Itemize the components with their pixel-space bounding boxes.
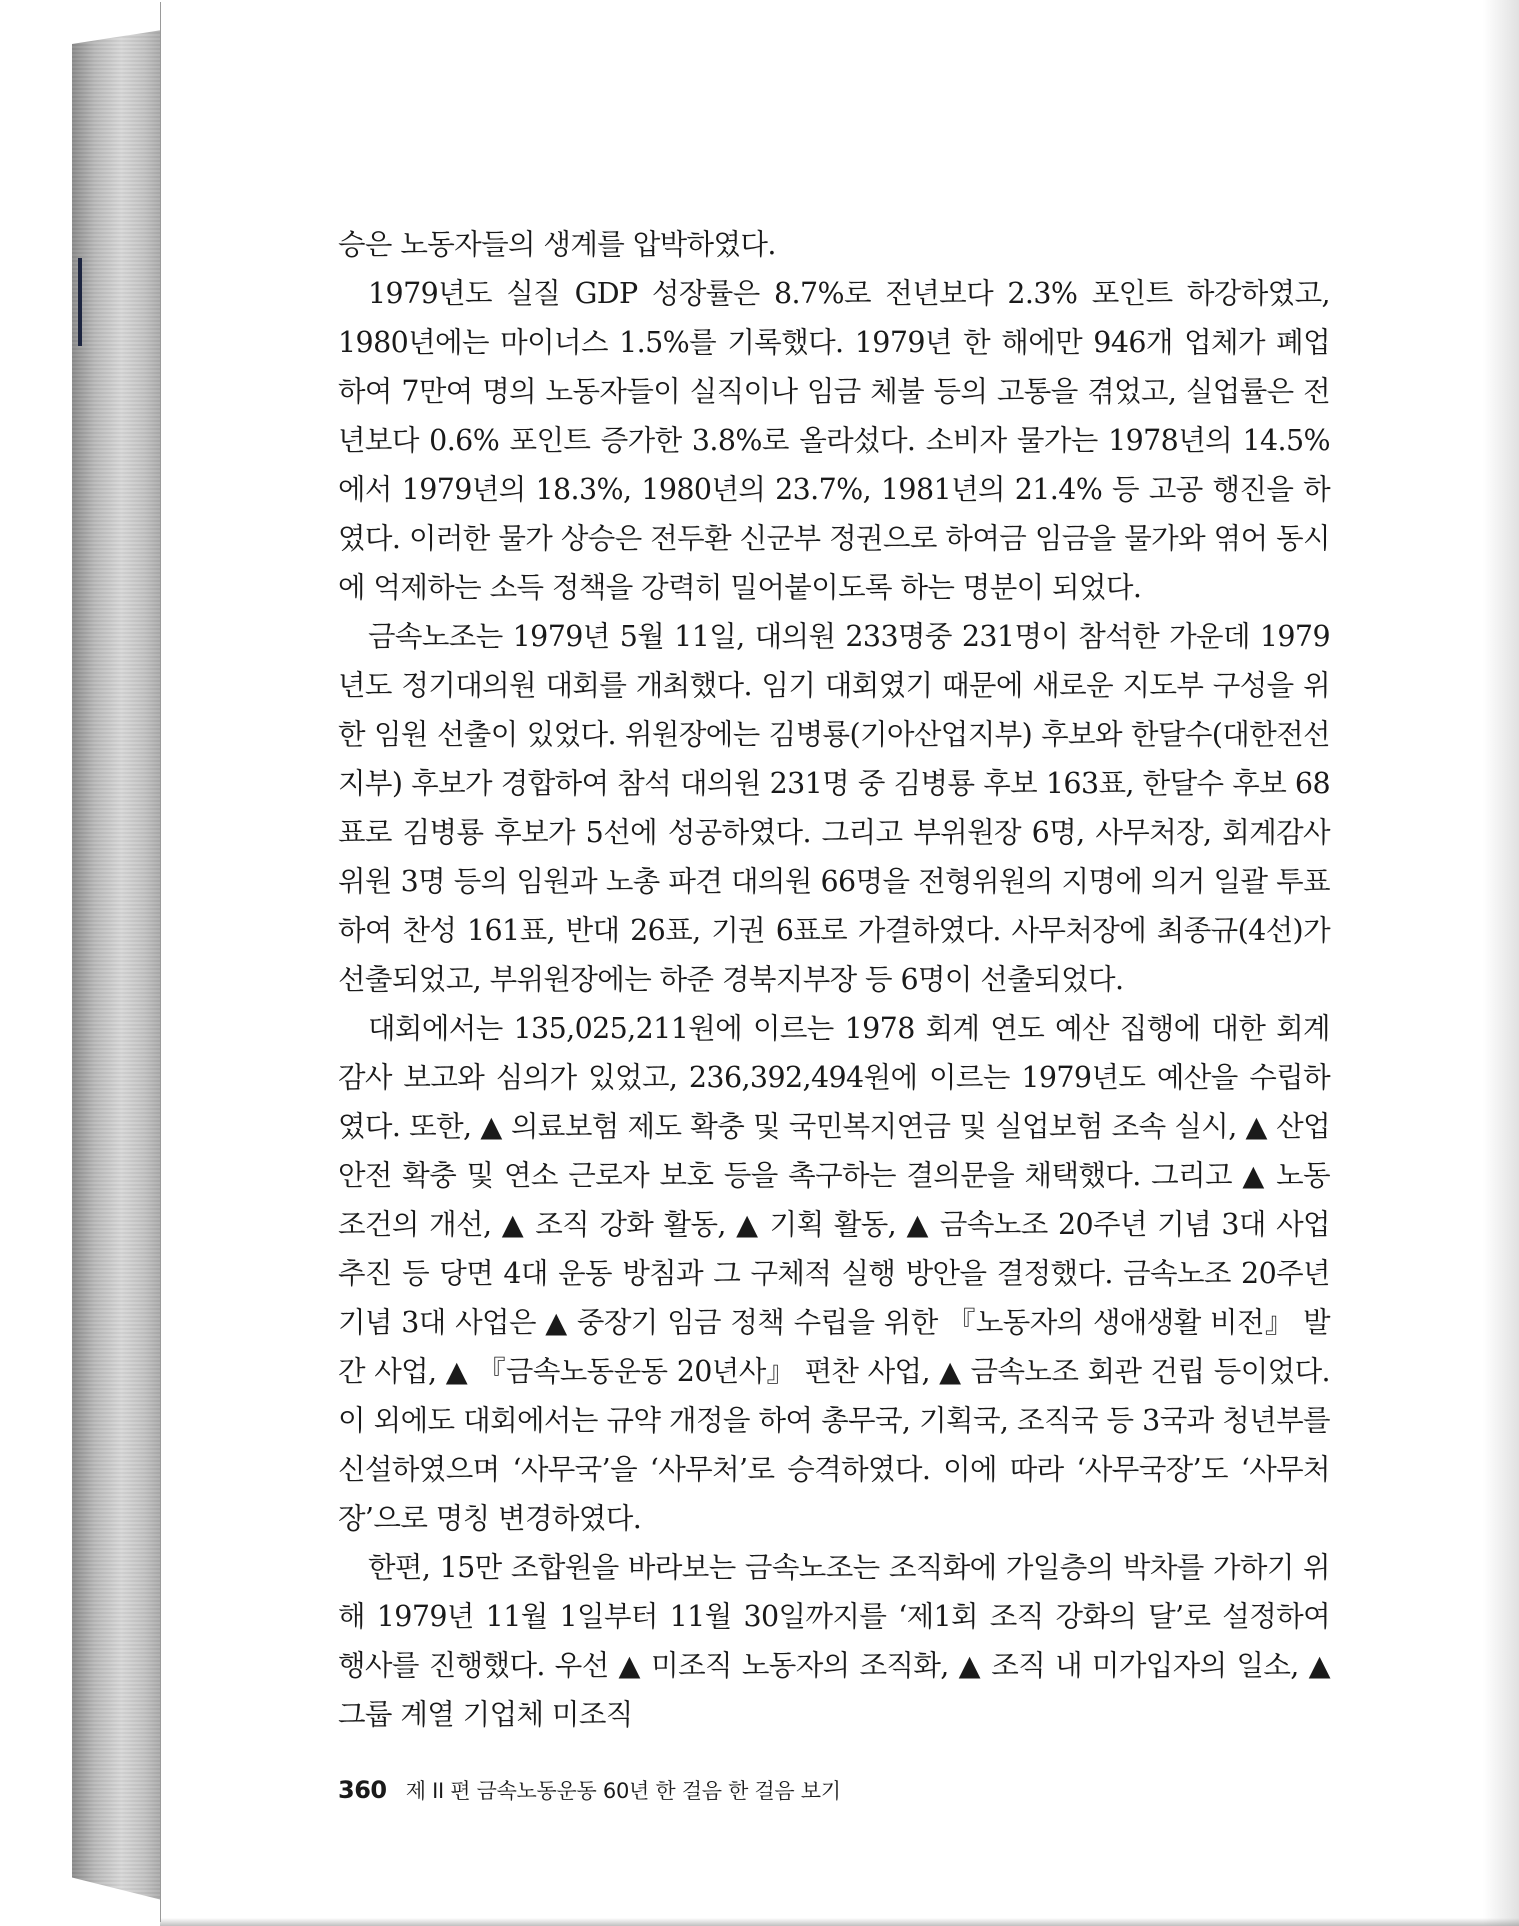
page-bottom-shadow: [160, 1918, 1519, 1926]
running-head: 제 II 편 금속노동운동 60년 한 걸음 한 걸음 보기: [405, 1779, 841, 1803]
paragraph-economy: 1979년도 실질 GDP 성장률은 8.7%로 전년보다 2.3% 포인트 하강하였고, 1980년에는 마이너스 1.5%를 기록했다. 1979년 한 해에만 946개 업체가 폐업하여 7만여 명의 노동자들이 실직이나 임금 체불 등의 고통을 겪었고, 실업률은 전년보다 0.6% 포인트 증가한 3.8%로 올라섰다. 소비자 물가는 1978년의 14.5%에서 1979년의 18.3%, 1980년의 23.7%, 1981년의 21.4% 등 고공 행진을 하였다. 이러한 물가 상승은 전두환 신군부 정권으로 하여금 임금을 물가와 엮어 동시에 억제하는 소득 정책을 강력히 밀어붙이도록 하는 명분이 되었다.: [338, 277, 1330, 604]
paragraph-continued: 승은 노동자들의 생계를 압박하였다.: [338, 228, 776, 261]
paragraph-budget: 대회에서는 135,025,211원에 이르는 1978 회계 연도 예산 집행에 대한 회계 감사 보고와 심의가 있었고, 236,392,494원에 이르는 1979년도 예산을 수립하였다. 또한, ▲ 의료보험 제도 확충 및 국민복지연금 및 실업보험 조속 실시, ▲ 산업안전 확충 및 연소 근로자 보호 등을 촉구하는 결의문을 채택했다. 그리고 ▲ 노동조건의 개선, ▲ 조직 강화 활동, ▲ 기획 활동, ▲ 금속노조 20주년 기념 3대 사업 추진 등 당면 4대 운동 방침과 그 구체적 실행 방안을 결정했다. 금속노조 20주년 기념 3대 사업은 ▲ 중장기 임금 정책 수립을 위한 『노동자의 생애생활 비전』 발간 사업, ▲ 『금속노동운동 20년사』 편찬 사업, ▲ 금속노조 회관 건립 등이었다. 이 외에도 대회에서는 규약 개정을 하여 총무국, 기획국, 조직국 등 3국과 청년부를 신설하였으며 ‘사무국’을 ‘사무처’로 승격하였다. 이에 따라 ‘사무국장’도 ‘사무처장’으로 명칭 변경하였다.: [338, 1012, 1330, 1535]
body-text: [338, 220, 1330, 1739]
book-page-edges: [72, 30, 162, 1900]
paragraph-organizing-month: 한편, 15만 조합원을 바라보는 금속노조는 조직화에 가일층의 박차를 가하기 위해 1979년 11월 1일부터 11월 30일까지를 ‘제1회 조직 강화의 달’로 설정하여 행사를 진행했다. 우선 ▲ 미조직 노동자의 조직화, ▲ 조직 내 미가입자의 일소, ▲ 그룹 계열 기업체 미조직: [338, 1551, 1330, 1731]
bookmark-ribbon: [78, 258, 82, 346]
page-number: 360: [338, 1776, 387, 1804]
page-right-shadow: [1483, 0, 1519, 1926]
page-footer: [338, 1775, 841, 1805]
paragraph-convention: 금속노조는 1979년 5월 11일, 대의원 233명중 231명이 참석한 가운데 1979년도 정기대의원 대회를 개최했다. 임기 대회였기 때문에 새로운 지도부 구성을 위한 임원 선출이 있었다. 위원장에는 김병룡(기아산업지부) 후보와 한달수(대한전선지부) 후보가 경합하여 참석 대의원 231명 중 김병룡 후보 163표, 한달수 후보 68표로 김병룡 후보가 5선에 성공하였다. 그리고 부위원장 6명, 사무처장, 회계감사위원 3명 등의 임원과 노총 파견 대의원 66명을 전형위원의 지명에 의거 일괄 투표하여 찬성 161표, 반대 26표, 기권 6표로 가결하였다. 사무처장에 최종규(4선)가 선출되었고, 부위원장에는 하준 경북지부장 등 6명이 선출되었다.: [338, 620, 1330, 996]
